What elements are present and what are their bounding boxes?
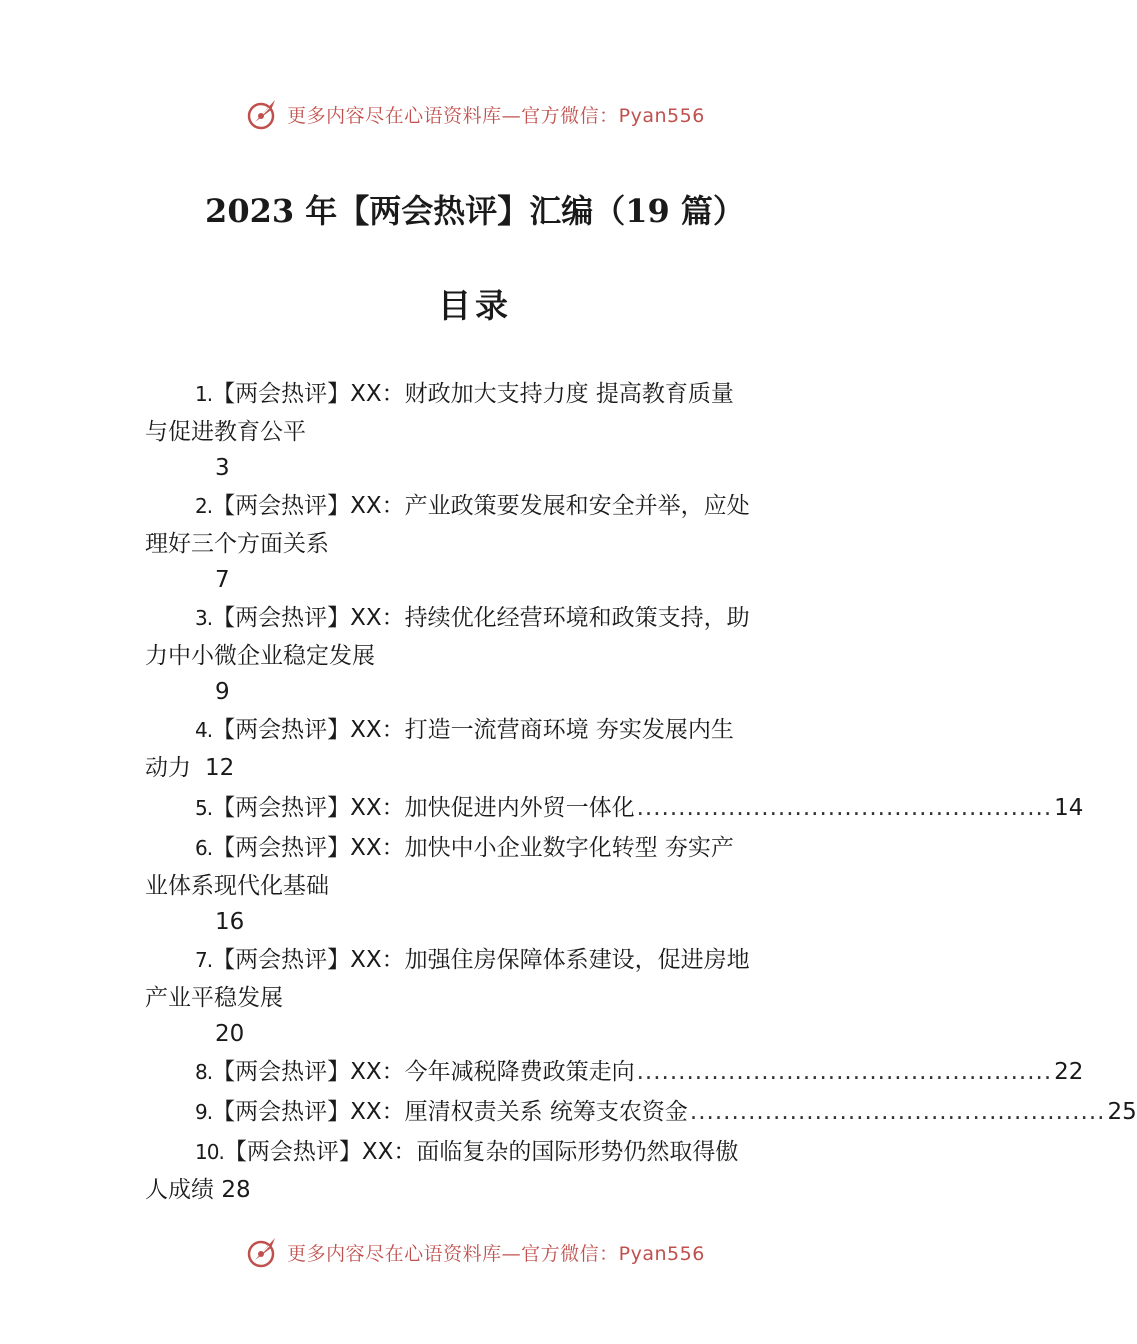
banner-wechat-id: Pyan556 — [618, 1242, 705, 1265]
leader-dots: .................................................. — [689, 1099, 1106, 1125]
toc-entry-title-cont: 力中小微企业稳定发展 — [145, 643, 375, 669]
toc-entry-8[interactable] — [145, 1053, 1084, 1091]
leader-dots: .................................................. — [636, 795, 1053, 821]
toc-entry-6[interactable] — [145, 829, 810, 939]
toc-entry-4[interactable] — [145, 711, 810, 787]
toc-entry-number: 4. — [195, 718, 213, 742]
toc-entry-7[interactable] — [145, 941, 810, 1051]
toc-entry-page: 22 — [1054, 1059, 1084, 1085]
toc-entry-title: 【两会热评】XX：今年减税降费政策走向 — [212, 1059, 635, 1085]
toc-heading: 目录 — [438, 286, 512, 325]
toc-entry-number: 1. — [195, 382, 213, 406]
banner-label: 更多内容尽在心语资料库—官方微信： — [287, 104, 619, 127]
toc-entry-9[interactable] — [145, 1093, 1137, 1131]
toc-entry-page: 28 — [221, 1177, 251, 1203]
document-title: 2023 年【两会热评】汇编（19 篇） — [205, 192, 745, 230]
toc-entry-2[interactable] — [145, 487, 810, 597]
toc-entry-title-cont: 理好三个方面关系 — [145, 531, 329, 557]
toc-entry-number: 5. — [195, 796, 213, 820]
leader-dots: .................................................. — [636, 1059, 1053, 1085]
toc-entry-page: 14 — [1054, 795, 1084, 821]
toc-entry-title-cont: 人成绩 — [145, 1177, 214, 1203]
toc-entry-1[interactable] — [145, 375, 810, 485]
toc-entry-page: 20 — [215, 1021, 245, 1047]
toc-entry-title: 【两会热评】XX：加强住房保障体系建设，促进房地 — [212, 947, 750, 973]
header-banner — [0, 94, 950, 134]
toc-entry-title-cont: 动力 — [145, 755, 191, 781]
toc-entry-title: 【两会热评】XX：持续优化经营环境和政策支持，助 — [212, 605, 750, 631]
footer-banner — [0, 1232, 950, 1272]
banner-text — [287, 1239, 705, 1266]
toc-entry-number: 10. — [195, 1140, 224, 1164]
toc-entry-page: 12 — [205, 755, 235, 781]
toc-entry-number: 7. — [195, 948, 213, 972]
toc-entry-title: 【两会热评】XX：厘清权责关系 统筹支农资金 — [212, 1099, 688, 1125]
toc-entry-page: 9 — [215, 679, 230, 705]
banner-label: 更多内容尽在心语资料库—官方微信： — [287, 1242, 619, 1265]
toc-entry-10[interactable] — [145, 1133, 810, 1209]
toc-entry-title-cont: 产业平稳发展 — [145, 985, 283, 1011]
banner-text — [287, 101, 705, 128]
toc-entry-number: 6. — [195, 836, 213, 860]
toc-entry-title: 【两会热评】XX：财政加大支持力度 提高教育质量 — [212, 381, 734, 407]
toc-entry-number: 3. — [195, 606, 213, 630]
feather-pen-logo-icon — [245, 1234, 281, 1270]
toc-entry-page: 3 — [215, 455, 230, 481]
toc-entry-title-cont: 业体系现代化基础 — [145, 873, 329, 899]
feather-pen-logo-icon — [245, 96, 281, 132]
toc-entry-3[interactable] — [145, 599, 810, 709]
toc-entry-page: 16 — [215, 909, 245, 935]
table-of-contents — [145, 375, 1137, 1211]
toc-entry-title-cont: 与促进教育公平 — [145, 419, 306, 445]
toc-entry-number: 8. — [195, 1060, 213, 1084]
toc-entry-page: 7 — [215, 567, 230, 593]
toc-entry-title: 【两会热评】XX：产业政策要发展和安全并举，应处 — [212, 493, 750, 519]
toc-entry-title: 【两会热评】XX：面临复杂的国际形势仍然取得傲 — [223, 1139, 739, 1165]
toc-entry-number: 9. — [195, 1100, 213, 1124]
toc-entry-title: 【两会热评】XX：打造一流营商环境 夯实发展内生 — [212, 717, 734, 743]
toc-entry-title: 【两会热评】XX：加快促进内外贸一体化 — [212, 795, 635, 821]
banner-wechat-id: Pyan556 — [618, 104, 705, 127]
toc-entry-page: 25 — [1107, 1099, 1137, 1125]
toc-entry-number: 2. — [195, 494, 213, 518]
toc-entry-title: 【两会热评】XX：加快中小企业数字化转型 夯实产 — [212, 835, 734, 861]
toc-entry-5[interactable] — [145, 789, 1084, 827]
